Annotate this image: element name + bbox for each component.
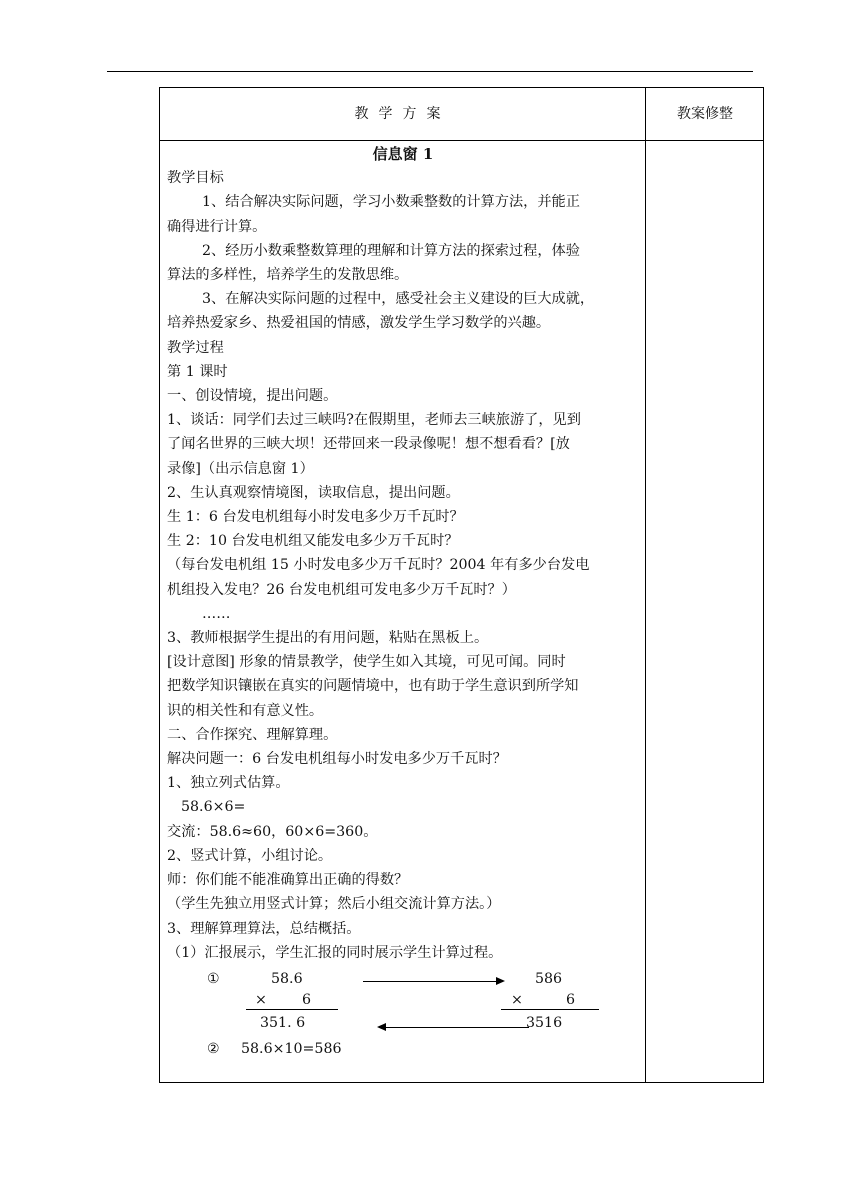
text-line: 解决问题一：6 台发电机组每小时发电多少万千瓦时？ bbox=[167, 751, 507, 768]
text-line: 第 1 课时 bbox=[167, 363, 228, 380]
text-line: 2、生认真观察情境图，读取信息，提出问题。 bbox=[167, 484, 460, 501]
text-line: 3、在解决实际问题的过程中，感受社会主义建设的巨大成就， bbox=[202, 291, 595, 308]
text-line: 一、创设情境，提出问题。 bbox=[167, 388, 338, 405]
text-line: 3、理解算理算法，总结概括。 bbox=[167, 920, 361, 937]
text-line: 教学目标 bbox=[167, 170, 224, 187]
text-line: 把数学知识镶嵌在真实的问题情境中，也有助于学生意识到所学知 bbox=[167, 678, 579, 695]
text-line: （学生先独立用竖式计算；然后小组交流计算方法。） bbox=[167, 896, 501, 913]
text-line: 交流：58.6≈60，60×6=360。 bbox=[167, 823, 378, 840]
text-line: 识的相关性和有意义性。 bbox=[167, 702, 324, 719]
text-line: 二、合作探究、理解算理。 bbox=[167, 726, 338, 743]
text-line: 3、教师根据学生提出的有用问题，粘贴在黑板上。 bbox=[167, 630, 489, 647]
expression-line: 58.6×6= bbox=[181, 799, 246, 816]
marker-2: ② bbox=[207, 1040, 220, 1057]
text-line: 了闻名世界的三峡大坝！还带回来一段录像呢！想不想看看？[放 bbox=[167, 436, 570, 453]
text-line: 培养热爱家乡、热爱祖国的情感，激发学生学习数学的兴趣。 bbox=[167, 315, 551, 332]
right-top-number: 586 bbox=[535, 970, 563, 987]
text-line: （每台发电机组 15 小时发电多少万千瓦时？2004 年有多少台发电 bbox=[167, 557, 590, 574]
header-revision: 教案修整 bbox=[677, 106, 733, 122]
text-line: 1、谈话：同学们去过三峡吗?在假期里，老师去三峡旅游了，见到 bbox=[167, 412, 581, 429]
text-line: 机组投入发电？26 台发电机组可发电多少万千瓦时？） bbox=[167, 581, 516, 598]
text-line: 录像]（出示信息窗 1） bbox=[167, 460, 314, 477]
text-line: （1）汇报展示，学生汇报的同时展示学生计算过程。 bbox=[167, 944, 503, 961]
multiply-by-ten-line: 58.6×10=586 bbox=[241, 1040, 342, 1057]
top-rule bbox=[107, 71, 753, 72]
left-underline bbox=[246, 1009, 338, 1010]
lesson-plan-table bbox=[159, 87, 764, 1083]
marker-1: ① bbox=[207, 970, 220, 987]
text-line: 2、经历小数乘整数算理的理解和计算方法的探索过程，体验 bbox=[202, 242, 580, 259]
right-result: 3516 bbox=[526, 1014, 563, 1031]
section-title: 信息窗 1 bbox=[372, 145, 434, 163]
left-top-number: 58.6 bbox=[271, 970, 303, 987]
header-plan: 教学方案 bbox=[354, 106, 451, 122]
right-underline bbox=[501, 1009, 599, 1010]
arrow-right-icon bbox=[363, 981, 503, 982]
column-divider bbox=[645, 88, 646, 1082]
ellipsis-line: …… bbox=[202, 605, 231, 622]
arrow-left-icon bbox=[379, 1027, 529, 1028]
text-line: [设计意图] 形象的情景教学，使学生如入其境，可见可闻。同时 bbox=[167, 654, 566, 671]
text-line: 确得进行计算。 bbox=[167, 218, 267, 235]
vertical-calculation bbox=[167, 965, 639, 1065]
text-line: 教学过程 bbox=[167, 339, 224, 356]
text-line: 算法的多样性，培养学生的发散思维。 bbox=[167, 267, 409, 284]
plan-content bbox=[167, 142, 639, 1065]
left-times-sign: × bbox=[255, 991, 267, 1008]
text-line: 2、竖式计算，小组讨论。 bbox=[167, 847, 333, 864]
text-line: 1、独立列式估算。 bbox=[167, 775, 290, 792]
text-line: 生 1：6 台发电机组每小时发电多少万千瓦时？ bbox=[167, 509, 464, 526]
right-multiplier: 6 bbox=[566, 991, 576, 1008]
text-line: 生 2：10 台发电机组又能发电多少万千瓦时？ bbox=[167, 533, 459, 550]
left-result: 351. 6 bbox=[260, 1014, 306, 1031]
text-line: 师：你们能不能准确算出正确的得数？ bbox=[167, 872, 409, 889]
text-line: 1、结合解决实际问题，学习小数乘整数的计算方法，并能正 bbox=[202, 194, 580, 211]
header-divider bbox=[160, 140, 763, 141]
left-multiplier: 6 bbox=[302, 991, 312, 1008]
right-times-sign: × bbox=[511, 991, 523, 1008]
